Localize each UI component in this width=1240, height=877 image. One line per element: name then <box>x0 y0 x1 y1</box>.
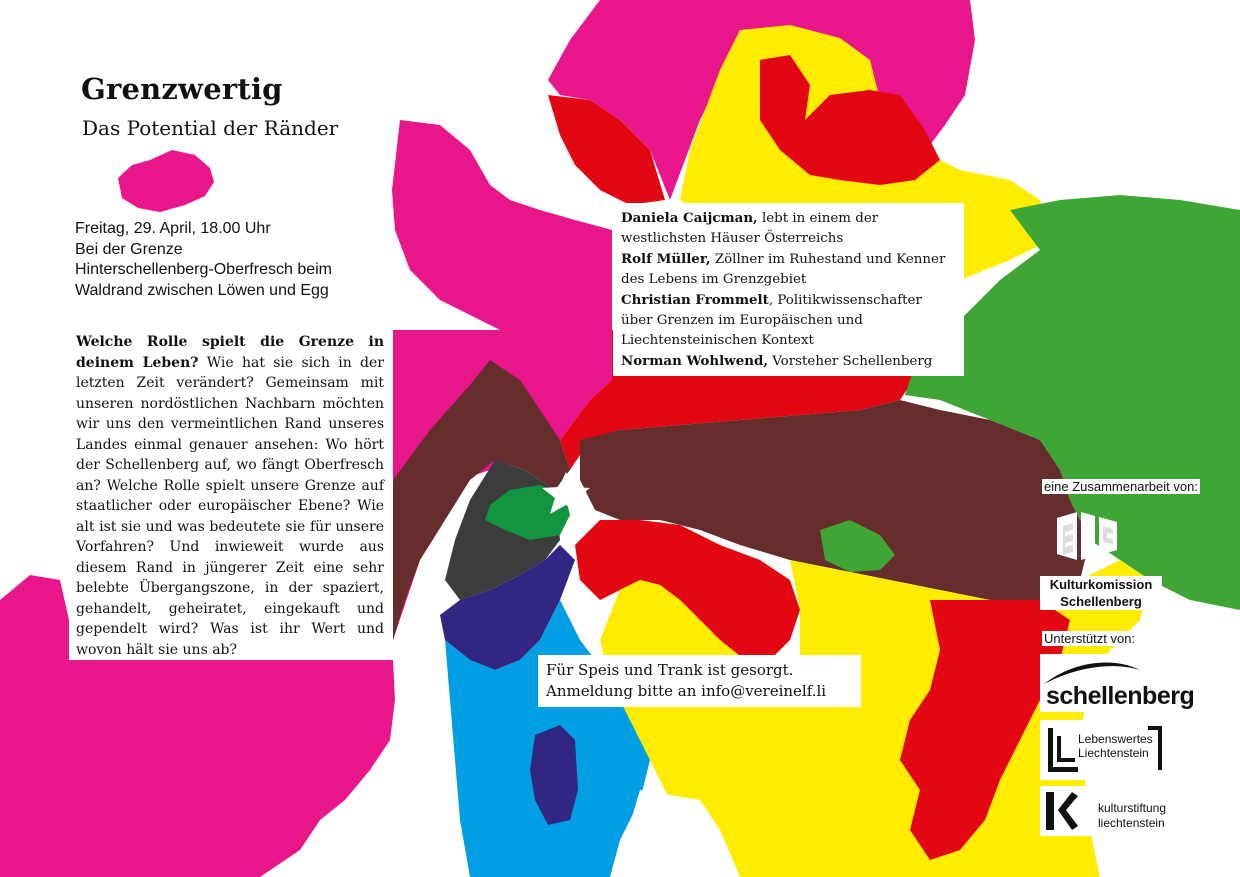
verein-elf-logo-icon <box>1055 512 1119 560</box>
org-name-line2: Schellenberg <box>1060 594 1142 609</box>
event-location-detail: Waldrand zwischen Löwen und Egg <box>75 281 329 299</box>
speaker-entry <box>621 351 957 372</box>
page-title: Grenzwertig <box>81 72 283 106</box>
kulturstiftung-logo <box>1040 786 1180 836</box>
event-location: Hinterschellenberg-Oberfresch beim <box>75 261 332 278</box>
kulturstiftung-logo-icon <box>1044 790 1080 832</box>
question-lead: Welche Rolle spielt die Grenze in deinem Leben? <box>76 334 384 371</box>
speaker-desc: Vorsteher Schellenberg <box>767 354 933 369</box>
event-date: Freitag, 29. April, 18.00 Uhr <box>75 220 271 237</box>
org-name-line1: Kulturkomission <box>1049 577 1153 592</box>
speaker-desc: Zöllner im Ruhestand und Kenner des Lebens im Grenzgebiet <box>621 252 946 287</box>
catering-note: Für Speis und Trank ist gesorgt. <box>546 661 794 679</box>
speaker-name: Rolf Müller, <box>621 251 711 267</box>
speaker-entry <box>621 290 957 351</box>
lebenswertes-line2: Liechtenstein <box>1078 746 1149 760</box>
event-place: Bei der Grenze <box>75 240 183 258</box>
schellenberg-wordmark: schellenberg <box>1046 682 1195 710</box>
speaker-name: Daniela Caijcman, <box>621 210 758 226</box>
speaker-name: Norman Wohlwend, <box>621 353 768 369</box>
schellenberg-logo <box>1040 654 1195 712</box>
lebenswertes-line1: Lebenswertes <box>1078 732 1153 746</box>
event-details <box>75 219 332 301</box>
question-body: Wie hat sie sich in der letzten Zeit verändert? Gemeinsam mit unseren nordöstlichen Nachbarn möchten wir uns den vermeintlichen Rand unseres Landes einmal genauer ansehen: Wo hört der Schellenberg auf, wo fängt Oberfresch an? Welche Rolle spielt unsere Grenze auf staatlicher oder europäischer Ebene? Wie alt ist sie und was bedeutete sie für unsere Vorfahren? Und inwieweit wurde aus diesem Rand in jüngerer Zeit eine sehr belebte Übergangszone, in der spaziert, gehandelt, geheiratet, eingekauft und gependelt wird? Was ist ihr Wert und wovon hält sie uns ab? <box>76 354 385 658</box>
speaker-name: Christian Frommelt <box>621 292 769 308</box>
speaker-desc: lebt in einem der westlichsten Häuser Österreichs <box>621 211 879 246</box>
collab-label: eine Zusammenarbeit von: <box>1044 479 1198 494</box>
org-kulturkomission <box>1040 576 1162 610</box>
iceland-region <box>118 150 214 212</box>
speaker-entry <box>621 249 957 290</box>
lebenswertes-liechtenstein-logo-icon <box>1046 726 1082 774</box>
speaker-desc: , Politikwissenschafter über Grenzen im Europäischen und Liechtensteinischen Kontext <box>621 293 922 348</box>
registration-note: Anmeldung bitte an info@vereinelf.li <box>546 682 827 700</box>
lebenswertes-liechtenstein-logo <box>1040 720 1180 780</box>
kulturstiftung-line1: kulturstiftung <box>1098 801 1167 815</box>
page-subtitle: Das Potential der Ränder <box>82 116 339 140</box>
speaker-entry <box>621 208 957 249</box>
support-label: Unterstützt von: <box>1044 631 1136 646</box>
question-paragraph <box>76 332 384 660</box>
kulturstiftung-line2: liechtenstein <box>1098 816 1165 830</box>
speakers-box <box>613 203 964 376</box>
bracket-icon <box>1148 726 1164 770</box>
info-box <box>538 655 861 707</box>
iberia-coast <box>0 575 69 620</box>
question-box <box>69 328 393 660</box>
